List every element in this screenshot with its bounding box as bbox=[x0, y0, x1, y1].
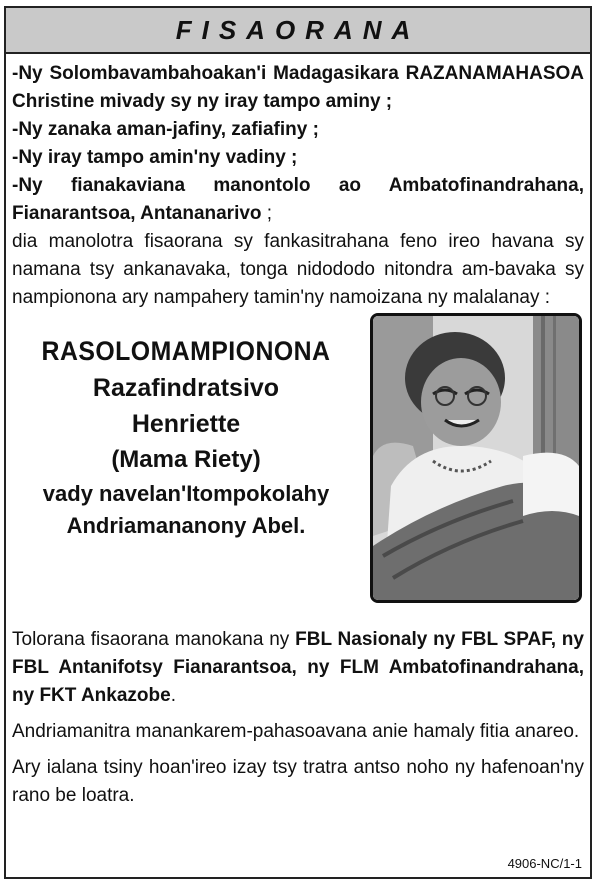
intro-line-4-tail: ; bbox=[261, 203, 273, 224]
intro-section bbox=[6, 54, 590, 312]
intro-line-4-bold: -Ny fianakaviana manontolo ao Ambatofinandrahana, Fianarantsoa, Antananarivo bbox=[12, 175, 584, 224]
deceased-given-name-1: Razafindratsivo bbox=[92, 374, 280, 402]
deceased-surname: RASOLOMAMPIONONA bbox=[41, 336, 331, 366]
special-thanks bbox=[12, 626, 584, 710]
deceased-nickname: (Mama Riety) bbox=[111, 446, 261, 473]
deceased-relation-2: Andriamananony Abel. bbox=[66, 513, 306, 538]
deceased-given-name-2: Henriette bbox=[131, 410, 241, 438]
intro-line-3: -Ny iray tampo amin'ny vadiny ; bbox=[12, 147, 298, 168]
header-bar bbox=[6, 8, 590, 54]
reference-code: 4906-NC/1-1 bbox=[507, 856, 582, 871]
portrait-illustration bbox=[373, 316, 579, 600]
special-thanks-prefix: Tolorana fisaorana manokana ny bbox=[12, 629, 296, 650]
portrait-photo bbox=[370, 313, 582, 603]
special-thanks-organizations: FBL Nasionaly ny FBL SPAF, ny FBL Antanifotsy Fianarantsoa, ny FLM Ambatofinandrahana, ny FKT Ankazobe bbox=[12, 629, 584, 706]
intro-line-4 bbox=[12, 172, 584, 228]
special-thanks-suffix: . bbox=[170, 685, 176, 706]
intro-line-5: dia manolotra fisaorana sy fankasitrahana feno ireo havana sy namana tsy ankanavaka, tonga nidododo nitondra am-bavaka sy nampionona ary nampahery tamin'ny namoizana ny malalanay : bbox=[12, 231, 584, 308]
notice-frame bbox=[4, 6, 592, 879]
intro-line-2: -Ny zanaka aman-jafiny, zafiafiny ; bbox=[12, 119, 319, 140]
blessing-text: Andriamanitra manankarem-pahasoavana anie hamaly fitia anareo. bbox=[12, 721, 580, 742]
notice-title: FISAORANA bbox=[175, 14, 421, 45]
deceased-relation-1: vady navelan'Itompokolahy bbox=[42, 481, 330, 506]
deceased-section bbox=[6, 312, 590, 626]
intro-line-1: -Ny Solombavambahoakan'i Madagasikara RAZANAMAHASOA Christine mivady sy ny iray tampo aminy ; bbox=[12, 63, 584, 112]
deceased-name-block bbox=[10, 332, 362, 542]
closing-section bbox=[6, 626, 590, 810]
apology-text: Ary ialana tsiny hoan'ireo izay tsy tratra antso noho ny hafenoan'ny rano be loatra. bbox=[12, 757, 584, 806]
